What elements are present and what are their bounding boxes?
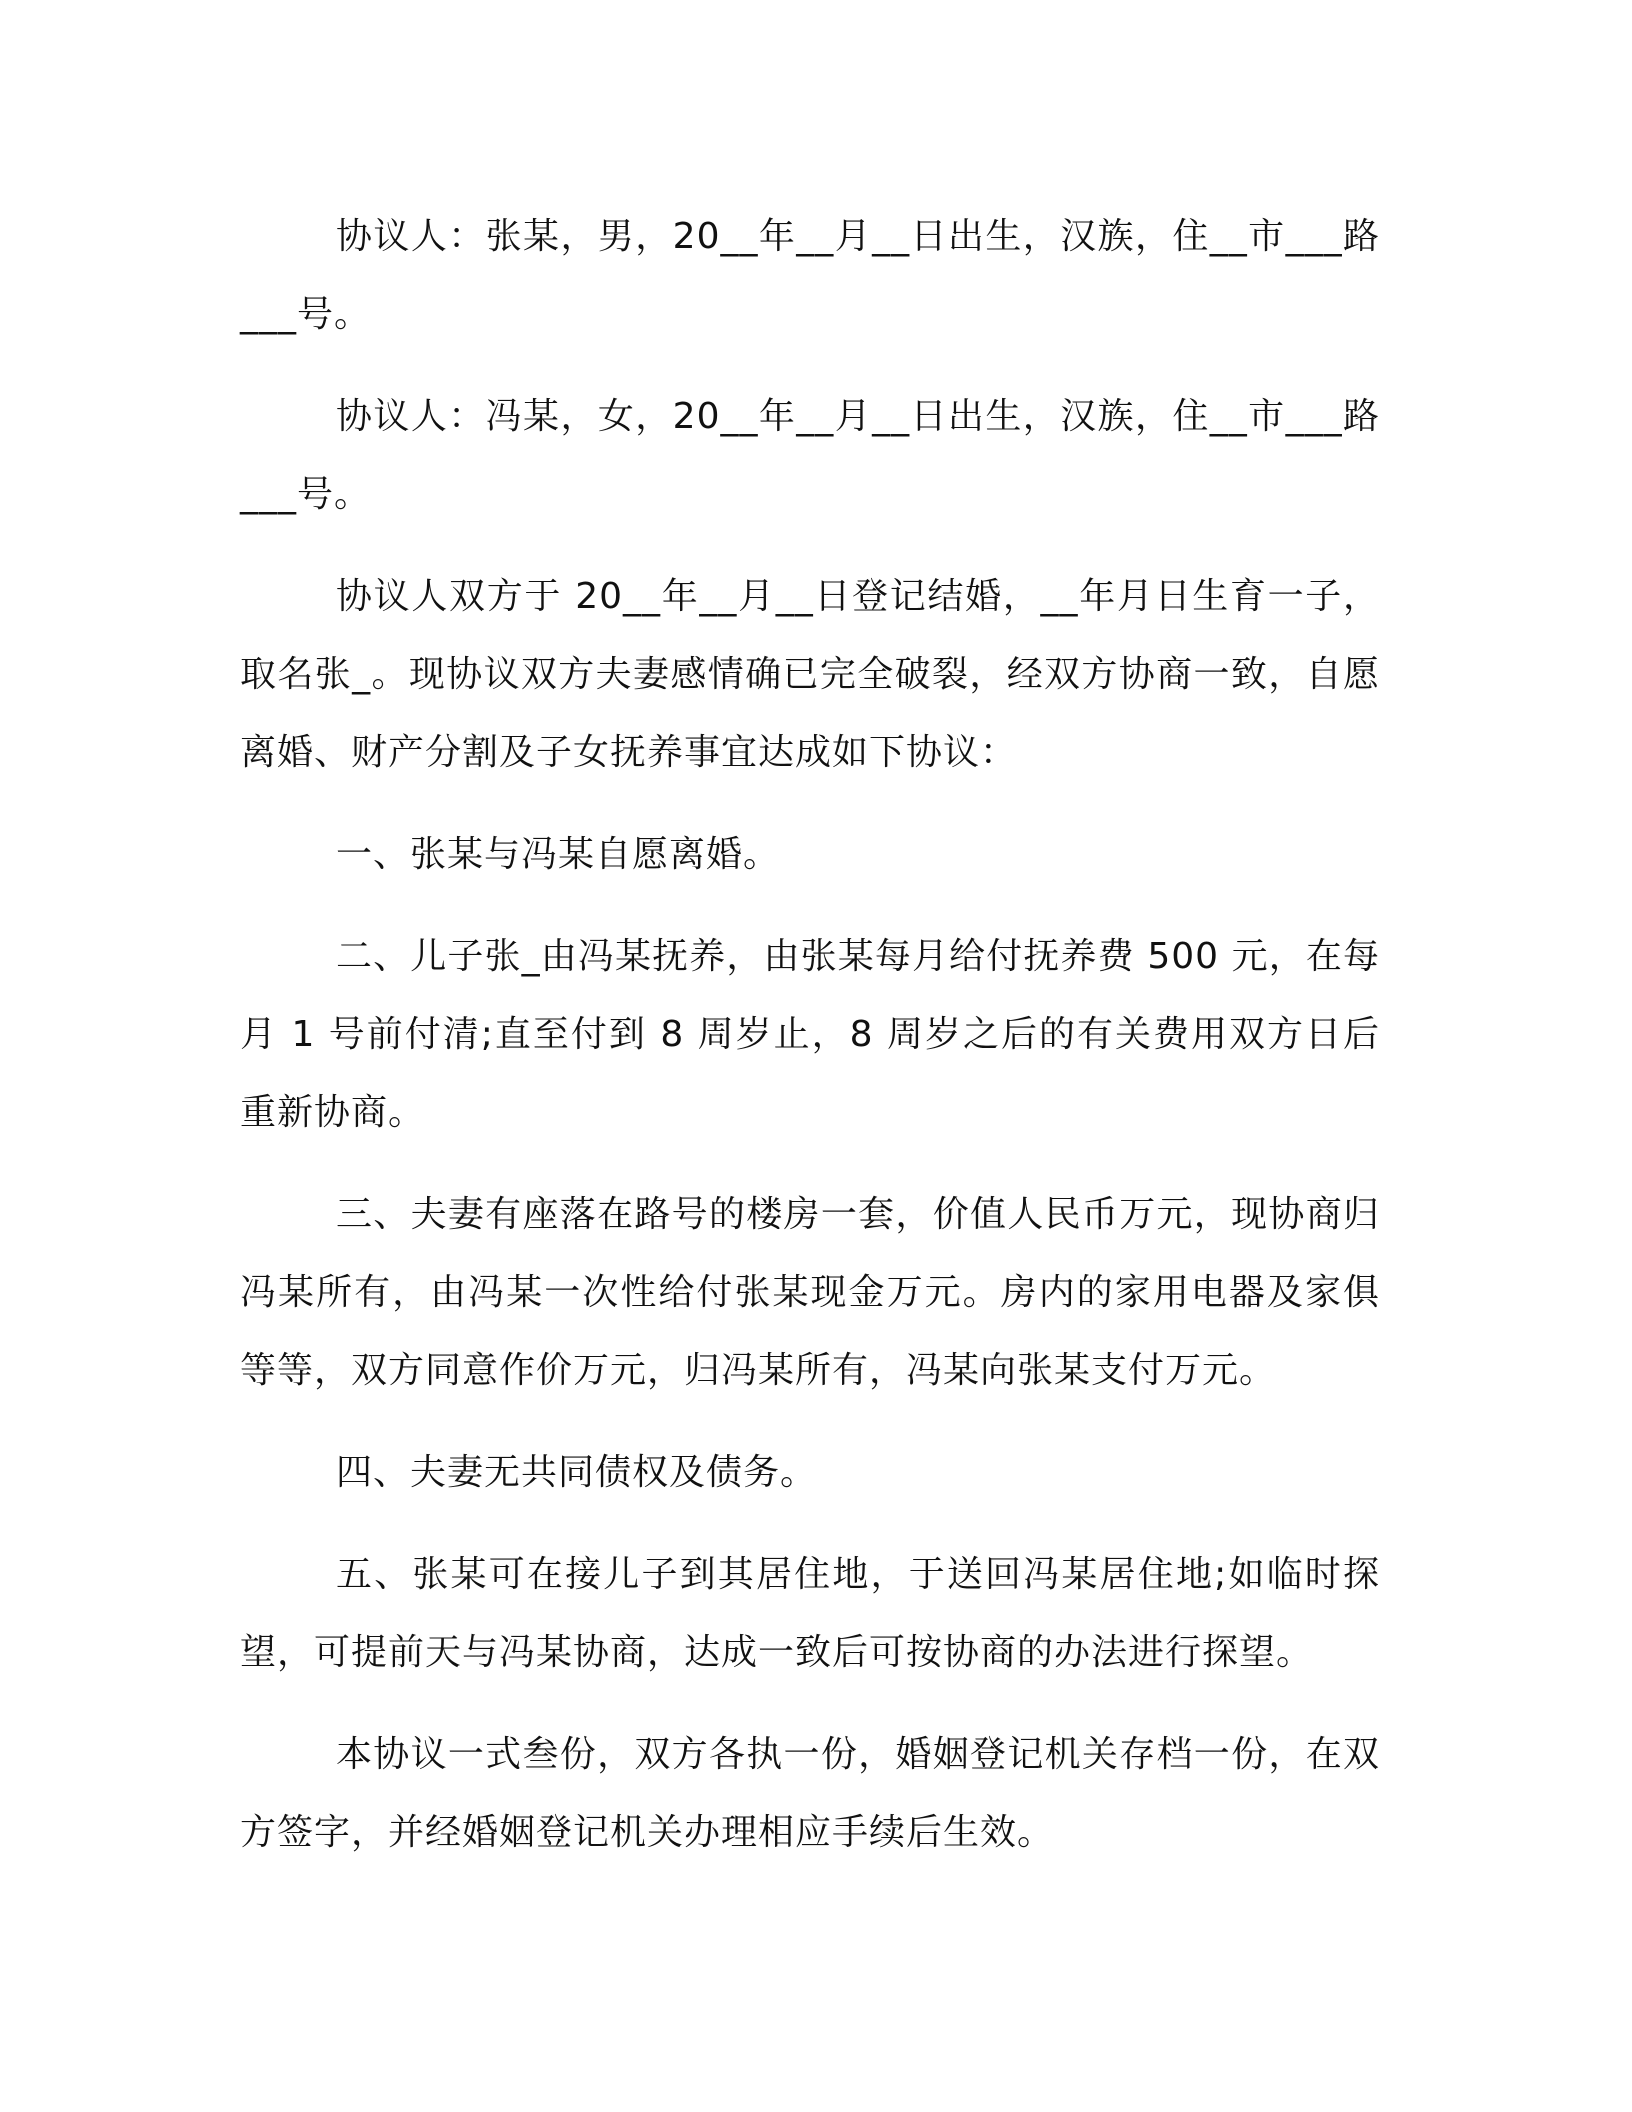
document-body (240, 198, 1380, 1896)
clause-3-paragraph: 三、夫妻有座落在路号的楼房一套，价值人民币万元，现协商归冯某所有，由冯某一次性给付张某现金万元。房内的家用电器及家俱等等，双方同意作价万元，归冯某所有，冯某向张某支付万元。 (240, 1194, 1380, 1391)
party-zhang-paragraph: 协议人：张某，男，20__年__月__日出生，汉族，住__市___路___号。 (240, 216, 1380, 335)
party-feng-paragraph: 协议人：冯某，女，20__年__月__日出生，汉族，住__市___路___号。 (240, 396, 1380, 515)
effectiveness-paragraph: 本协议一式叁份，双方各执一份，婚姻登记机关存档一份，在双方签字，并经婚姻登记机关办理相应手续后生效。 (240, 1734, 1380, 1853)
clause-4-paragraph: 四、夫妻无共同债权及债务。 (336, 1452, 818, 1493)
clause-1-paragraph: 一、张某与冯某自愿离婚。 (336, 834, 781, 875)
clause-2-paragraph: 二、儿子张_由冯某抚养，由张某每月给付抚养费 500 元，在每月 1 号前付清;直至付到 8 周岁止，8 周岁之后的有关费用双方日后重新协商。 (240, 936, 1380, 1133)
clause-5-paragraph: 五、张某可在接儿子到其居住地，于送回冯某居住地;如临时探望，可提前天与冯某协商，达成一致后可按协商的办法进行探望。 (240, 1554, 1380, 1673)
marriage-background-paragraph: 协议人双方于 20__年__月__日登记结婚，__年月日生育一子，取名张_。现协议双方夫妻感情确已完全破裂，经双方协商一致，自愿离婚、财产分割及子女抚养事宜达成如下协议： (240, 576, 1380, 773)
